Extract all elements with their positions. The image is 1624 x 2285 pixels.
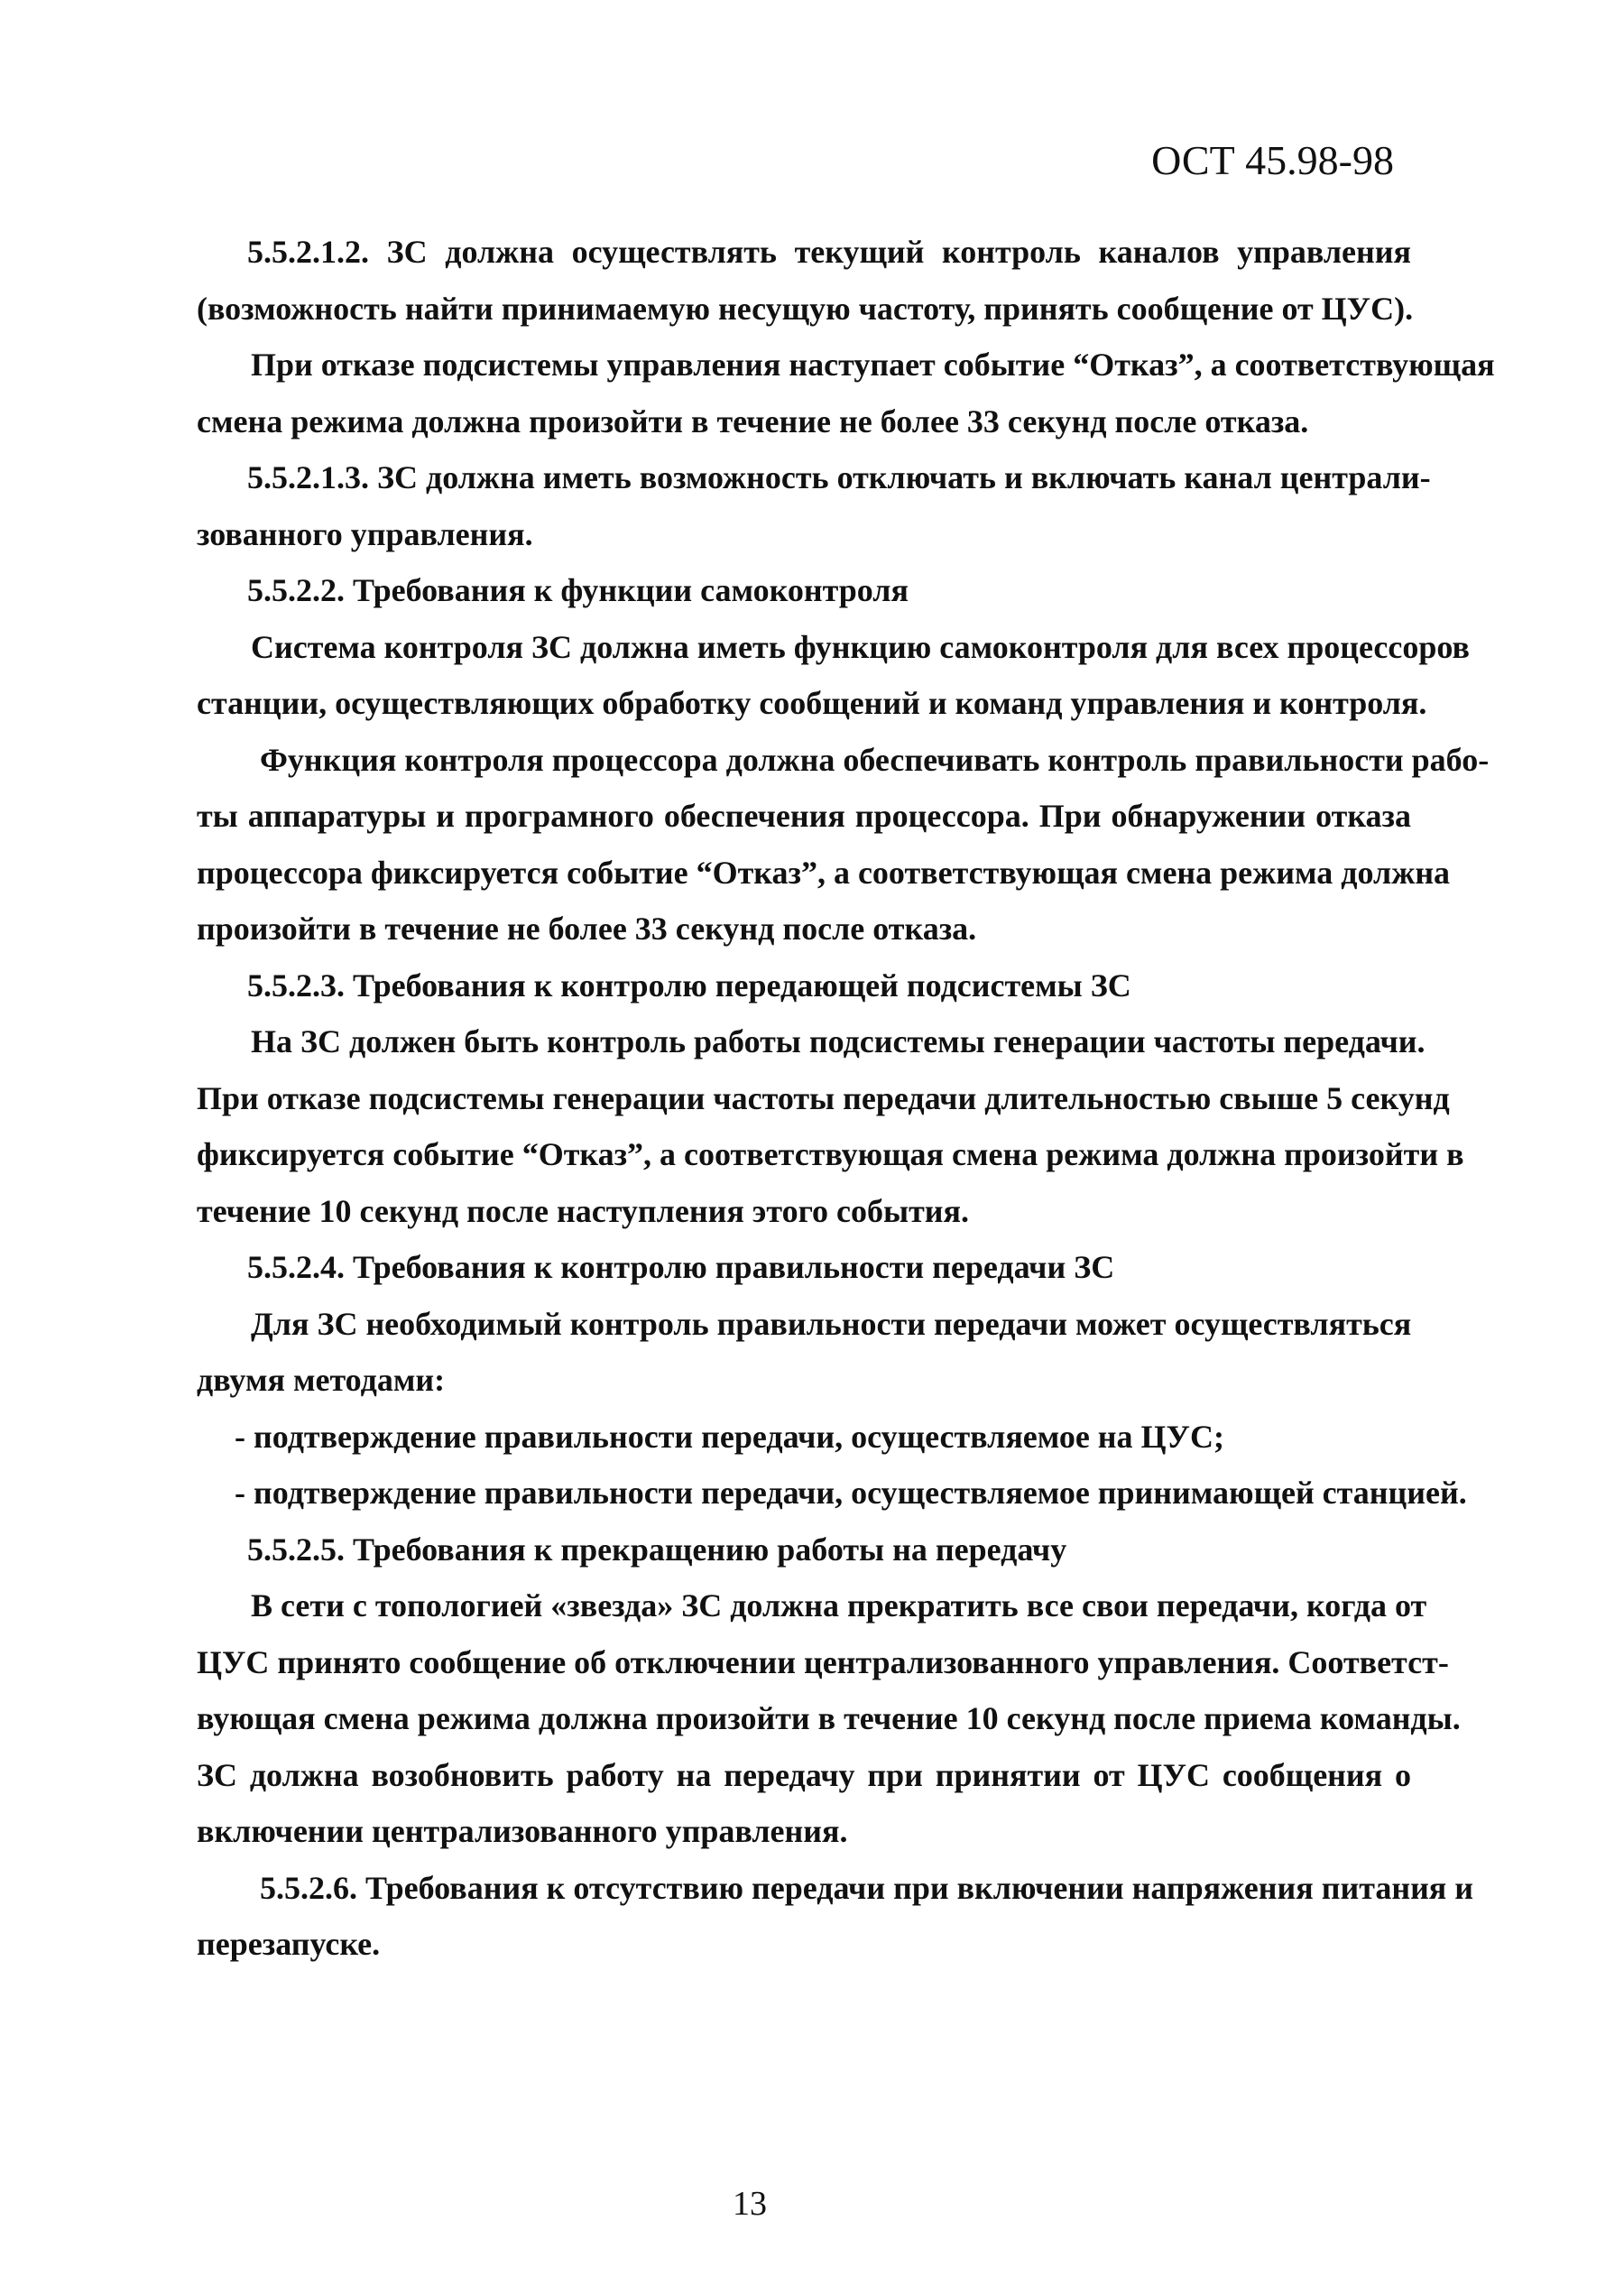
section-heading: 5.5.2.6. Требования к отсутствию передачи при включении напряжения питания и [260, 1869, 1474, 1906]
page-number: 13 [733, 2185, 767, 2223]
list-item: - подтверждение правильности передачи, осуществляемое на ЦУС; [235, 1418, 1224, 1455]
text-line: Для ЗС необходимый контроль правильности передачи может осуществляться [251, 1305, 1412, 1342]
section-heading: 5.5.2.2. Требования к функции самоконтроля [247, 572, 909, 608]
text-line: фиксируется событие “Отказ”, а соответствующая смена режима должна произойти в [197, 1136, 1464, 1172]
text-line: Система контроля ЗС должна иметь функцию самоконтроля для всех процессоров [251, 628, 1470, 665]
text-line: произойти в течение не более 33 секунд после отказа. [197, 911, 977, 947]
text-line: перезапуске. [197, 1926, 381, 1962]
text-line: ты аппаратуры и програмного обеспечения процессора. При обнаружении отказа [197, 798, 1411, 834]
text-line: течение 10 секунд после наступления этого события. [197, 1192, 970, 1229]
text-line: В сети с топологией «звезда» ЗС должна прекратить все свои передачи, когда от [251, 1587, 1427, 1624]
text-line: (возможность найти принимаемую несущую частоту, принять сообщение от ЦУС). [197, 290, 1414, 327]
text-line: вующая смена режима должна произойти в течение 10 секунд после приема команды. [197, 1700, 1461, 1736]
text-line: включении централизованного управления. [197, 1813, 848, 1849]
text-line: Функция контроля процессора должна обеспечивать контроль правильности рабо- [260, 741, 1490, 778]
text-line: 5.5.2.1.3. ЗС должна иметь возможность отключать и включать канал централи- [247, 459, 1431, 495]
list-item: - подтверждение правильности передачи, осуществляемое принимающей станцией. [235, 1475, 1467, 1511]
section-heading: 5.5.2.4. Требования к контролю правильности передачи ЗС [247, 1249, 1115, 1285]
text-line: При отказе подсистемы управления наступает событие “Отказ”, а соответствующая [251, 347, 1495, 383]
text-line: двумя методами: [197, 1362, 446, 1398]
section-heading: 5.5.2.3. Требования к контролю передающей подсистемы ЗС [247, 967, 1131, 1004]
text-line: процессора фиксируется событие “Отказ”, а соответствующая смена режима должна [197, 854, 1451, 891]
text-line: На ЗС должен быть контроль работы подсистемы генерации частоты передачи. [251, 1023, 1426, 1059]
text-line: ЗС должна возобновить работу на передачу при принятии от ЦУС сообщения о [197, 1756, 1411, 1793]
text-line: 5.5.2.1.2. ЗС должна осуществлять текущий контроль каналов управления [247, 234, 1411, 270]
section-heading: 5.5.2.5. Требования к прекращению работы на передачу [247, 1531, 1067, 1568]
text-line: смена режима должна произойти в течение не более 33 секунд после отказа. [197, 402, 1309, 439]
text-line: При отказе подсистемы генерации частоты передачи длительностью свыше 5 секунд [197, 1079, 1450, 1116]
document-code: ОСТ 45.98-98 [1151, 137, 1394, 183]
text-line: станции, осуществляющих обработку сообщений и команд управления и контроля. [197, 685, 1427, 721]
body-text [197, 224, 1495, 1973]
text-line: зованного управления. [197, 515, 533, 552]
text-line: ЦУС принято сообщение об отключении централизованного управления. Соответст- [197, 1643, 1449, 1680]
